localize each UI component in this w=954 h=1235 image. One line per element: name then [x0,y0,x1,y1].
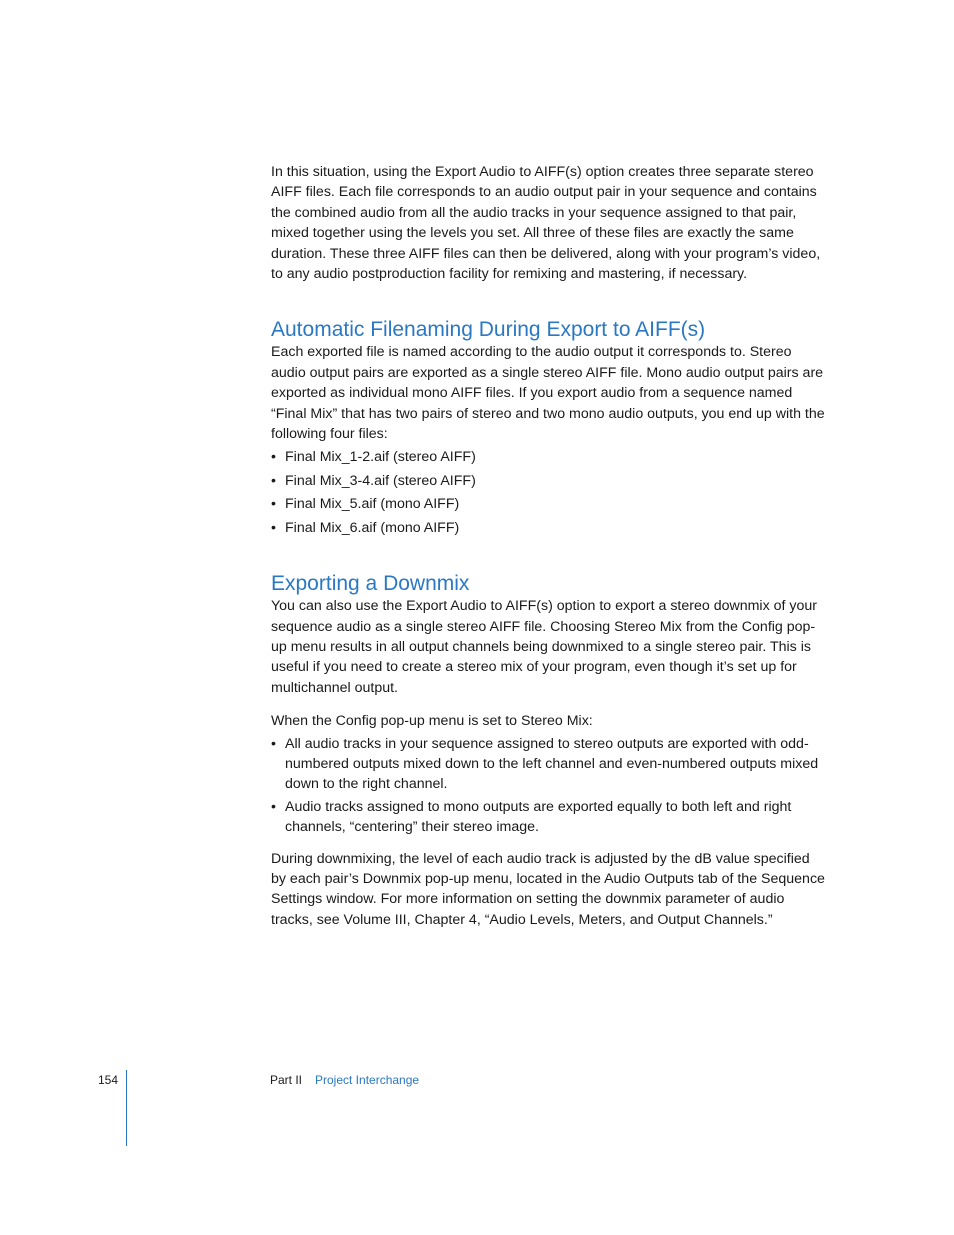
list-item-text: Final Mix_3-4.aif (stereo AIFF) [285,472,476,489]
list-item [271,518,827,538]
bullet-glyph: • [271,449,276,466]
bullet-glyph: • [271,472,276,489]
page-body [271,162,827,930]
file-list [271,447,827,538]
list-item-text: Final Mix_5.aif (mono AIFF) [285,496,460,513]
list-item [271,471,827,491]
list-item-text: All audio tracks in your sequence assigned to stereo outputs are exported with odd-numbered outputs mixed down to the left channel and even-numbered outputs mixed down to the right channel. [285,735,819,793]
page-number: 154 [98,1073,119,1087]
section2-paragraph-2: When the Config pop-up menu is set to Stereo Mix: [271,713,593,730]
downmix-rules-list [271,734,827,838]
list-item [271,734,827,795]
list-item [271,447,827,467]
list-item [271,494,827,514]
footer-chapter-title: Project Interchange [315,1073,420,1087]
bullet-glyph: • [271,798,276,815]
intro-paragraph: In this situation, using the Export Audio to AIFF(s) option creates three separate stereo AIFF files. Each file corresponds to an audio output pair in your sequence and contains the combined audio from all the audio tracks in your sequence assigned to that pair, mixed together using the levels you set. All three of these files are exactly the same duration. These three AIFF files can then be delivered, along with your program’s video, to any audio postproduction facility for remixing and mastering, if necessary. [271,164,821,283]
section2-paragraph-1: You can also use the Export Audio to AIFF(s) option to export a stereo downmix of your sequence audio as a single stereo AIFF file. Choosing Stereo Mix from the Config pop-up menu results in all output channels being downmixed to a single stereo pair. This is useful if you need to create a stereo mix of your program, even though it’s set up for multichannel output. [271,598,817,696]
footer-part-label: Part II [270,1073,303,1087]
list-item-text: Final Mix_1-2.aif (stereo AIFF) [285,449,476,466]
section2-paragraph-3: During downmixing, the level of each audio track is adjusted by the dB value specified by each pair’s Downmix pop-up menu, located in the Audio Outputs tab of the Sequence Settings window. For more information on setting the downmix parameter of audio tracks, see Volume III, Chapter 4, “Audio Levels, Meters, and Output Channels.” [271,850,825,928]
bullet-glyph: • [271,519,276,536]
section1-paragraph: Each exported file is named according to the audio output it corresponds to. Stereo audio output pairs are exported as a single stereo AIFF file. Mono audio output pairs are exported as individual mono AIFF files. If you export audio from a sequence named “Final Mix” that has two pairs of stereo and two mono audio outputs, you end up with the following four files: [271,344,825,443]
list-item-text: Audio tracks assigned to mono outputs are exported equally to both left and right channels, “centering” their stereo image. [285,798,792,836]
bullet-glyph: • [271,496,276,513]
list-item-text: Final Mix_6.aif (mono AIFF) [285,519,460,536]
section-heading-exporting-downmix: Exporting a Downmix [271,572,470,596]
bullet-glyph: • [271,735,276,752]
footer-divider [126,1070,127,1146]
section-heading-automatic-filenaming: Automatic Filenaming During Export to AIFF(s) [271,318,706,342]
list-item [271,797,827,838]
